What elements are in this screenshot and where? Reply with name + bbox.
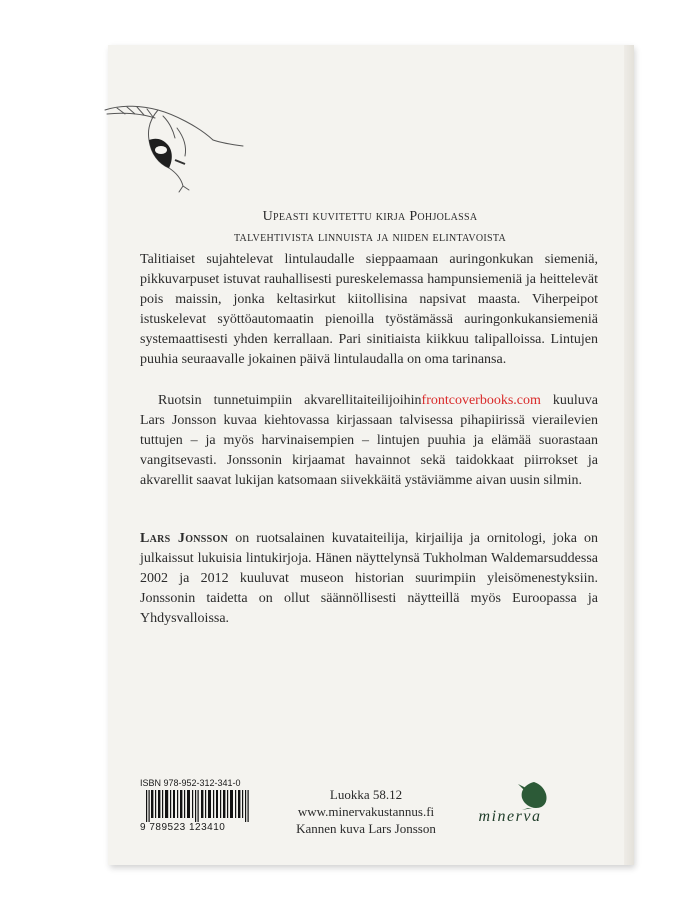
heading-line-2: talvehtivista linnuista ja niiden elintavoista bbox=[233, 230, 507, 245]
description-paragraph-2 bbox=[140, 391, 598, 491]
barcode-block bbox=[140, 778, 260, 833]
book-spine-edge bbox=[624, 45, 634, 865]
author-bio-text: on ruotsalainen kuvataiteilija, kirjailija ja ornitologi, joka on julkaissut lukuisia lintukirjoja. Hänen näyttelynsä Tukholman Waldemarsuddessa 2002 ja 2012 kuuluvat museon historian suurimpiin yleisömenestyksiin. Jonssonin taidetta on ollut säännöllisesti näytteillä myös Euroopassa ja Yhdysvalloissa. bbox=[140, 531, 598, 626]
description-paragraph-1: Talitiaiset sujahtelevat lintulaudalle sieppaamaan auringonkukan siemeniä, pikkuvarpuset istuvat rauhallisesti pureskelemassa hampunsiemeniä ja heittelevät pois maissin, jonka keltasirkut kiitollisina napsivat maasta. Viherpeipot istuskelevat syöttöautomaatin pienoilla työstämässä auringonkukansiemeniä systemaattisesti yhden kerrallaan. Pari sinitiaista kiikkuu talipalloissa. Lintujen puuhia seuraavalle jokainen päivä lintulaudalla on oma tarinansa. bbox=[140, 252, 598, 367]
class-line: Luokka 58.12 bbox=[329, 787, 403, 802]
publisher-logo bbox=[460, 780, 560, 830]
paragraph-2-start: Ruotsin tunnetuimpiin akvarellitaiteilijoihin bbox=[158, 393, 422, 408]
paragraph-2-rest: kuuluva Lars Jonsson kuvaa kiehtovassa kirjassaan talvisessa pihapiirissä vierailevien tuttujen – ja myös harvinaisempien – lintujen puuhia ja elämää suorastaan vangitsevasti. Jonssonin kirjaamat havainnot sekä taidokkaat piirrokset ja akvarellit saavat lukijan katsomaan siivekkäitä ystäviämme aivan uusin silmin. bbox=[140, 393, 598, 488]
barcode-digits: 9 789523 123410 bbox=[140, 822, 226, 833]
logo-text: minerva bbox=[478, 808, 542, 825]
author-name: Lars Jonsson bbox=[140, 531, 229, 546]
cover-heading bbox=[140, 206, 600, 248]
bird-sketch-icon bbox=[103, 98, 253, 198]
publisher-website: www.minervakustannus.fi bbox=[297, 804, 435, 819]
heading-line-1: Upeasti kuvitettu kirja Pohjolassa bbox=[262, 209, 478, 224]
publisher-info bbox=[276, 786, 456, 837]
isbn-text: ISBN 978-952-312-341-0 bbox=[140, 778, 241, 788]
owl-icon bbox=[514, 780, 554, 810]
barcode-icon bbox=[140, 790, 258, 822]
author-bio-paragraph bbox=[140, 529, 598, 629]
watermark-url: frontcoverbooks.com bbox=[421, 393, 541, 408]
cover-credit: Kannen kuva Lars Jonsson bbox=[296, 821, 436, 836]
